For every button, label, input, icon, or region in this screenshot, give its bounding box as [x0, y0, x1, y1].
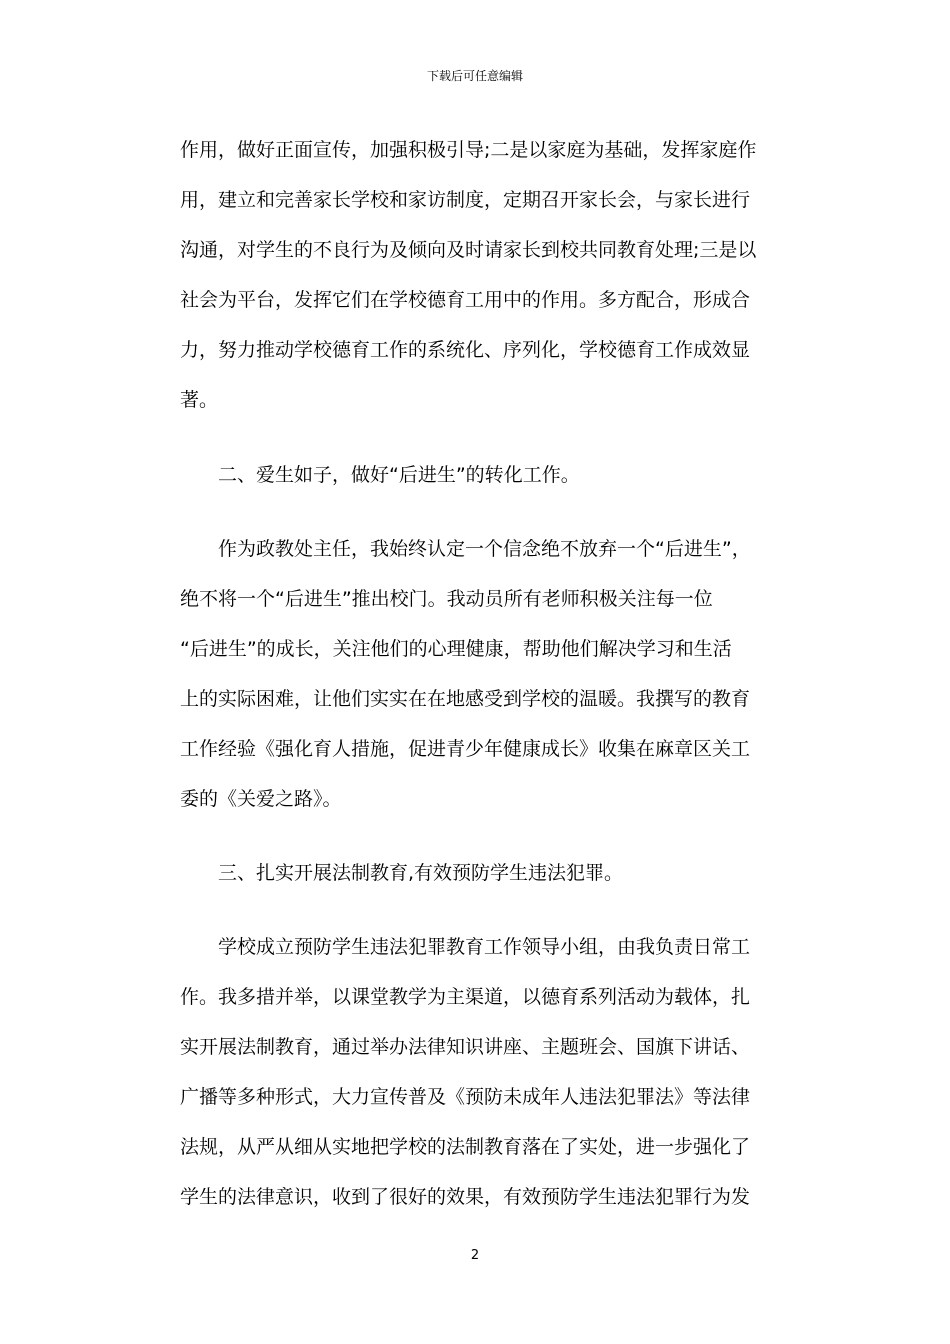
- body-line: 实开展法制教育，通过举办法律知识讲座、主题班会、国旗下讲话、: [180, 1036, 751, 1058]
- body-line: 绝不将一个“后进生”推出校门。我动员所有老师积极关注每一位: [180, 588, 713, 610]
- body-line: 上的实际困难，让他们实实在在地感受到学校的温暖。我撰写的教育: [180, 688, 751, 710]
- section-heading: 三、扎实开展法制教育,有效预防学生违法犯罪。: [180, 862, 624, 884]
- page-number: 2: [470, 1248, 480, 1263]
- body-line: 著。: [180, 389, 219, 411]
- body-line: 工作经验《强化育人措施，促进青少年健康成长》收集在麻章区关工: [180, 738, 751, 760]
- body-line: 力，努力推动学校德育工作的系统化、序列化，学校德育工作成效显: [180, 339, 751, 361]
- body-line: 作。我多措并举，以课堂教学为主渠道，以德育系列活动为载体，扎: [180, 986, 751, 1008]
- body-line: 作为政教处主任，我始终认定一个信念绝不放弃一个“后进生”，: [180, 538, 751, 560]
- page-header: 下载后可任意编辑: [426, 69, 523, 83]
- section-heading: 二、爱生如子，做好“后进生”的转化工作。: [180, 464, 580, 486]
- body-line: 社会为平台，发挥它们在学校德育工用中的作用。多方配合，形成合: [180, 289, 751, 311]
- body-line: “后进生”的成长，关注他们的心理健康，帮助他们解决学习和生活: [180, 638, 732, 660]
- body-line: 学校成立预防学生违法犯罪教育工作领导小组，由我负责日常工: [180, 936, 751, 958]
- body-line: 用，建立和完善家长学校和家访制度，定期召开家长会，与家长进行: [180, 189, 751, 211]
- body-line: 作用，做好正面宣传，加强积极引导;二是以家庭为基础，发挥家庭作: [180, 139, 757, 161]
- body-line: 委的《关爱之路》。: [180, 788, 342, 810]
- body-line: 法规，从严从细从实地把学校的法制教育落在了实处，进一步强化了: [180, 1136, 751, 1158]
- body-line: 学生的法律意识，收到了很好的效果，有效预防学生违法犯罪行为发: [180, 1186, 751, 1208]
- body-line: 广播等多种形式，大力宣传普及《预防未成年人违法犯罪法》等法律: [180, 1086, 751, 1108]
- body-line: 沟通，对学生的不良行为及倾向及时请家长到校共同教育处理;三是以: [180, 239, 757, 261]
